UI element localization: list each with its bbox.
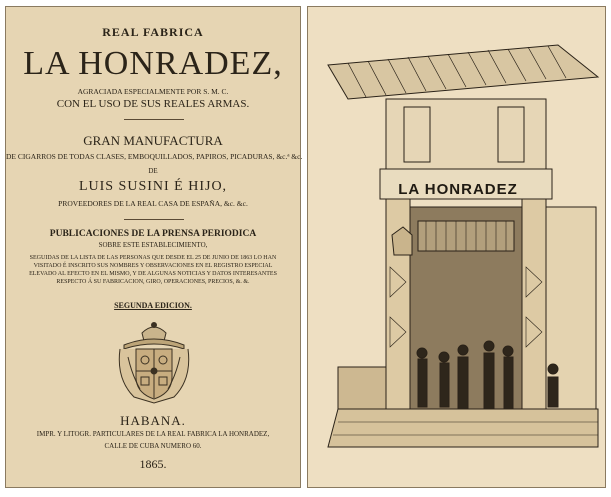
printer-line: IMPR. Y LITOGR. PARTICULARES DE LA REAL FABRICA LA HONRADEZ, [36,430,270,438]
main-title: LA HONRADEZ, [23,45,283,82]
edition-label: SEGUNDA EDICION. [114,301,192,310]
illustration-panel [307,6,606,488]
proveedores-line: PROVEEDORES DE LA REAL CASA DE ESPAÑA, &c. &c. [58,199,248,208]
year-label: 1865. [139,457,167,471]
subtitle-agraciada: AGRACIADA ESPECIALMENTE POR S. M. C. [77,87,229,96]
address-line: CALLE DE CUBA NUMERO 60. [104,442,202,450]
divider [124,119,184,120]
divider [124,219,184,220]
heading-real-fabrica: REAL FABRICA [102,25,204,39]
coat-of-arms-icon [114,319,194,407]
products-line: DE CIGARROS DE TODAS CLASES, EMBOQUILLADOS, PAPIROS, PICADURAS, &c.ª &c. [6,152,303,161]
heading-publicaciones: PUBLICACIONES DE LA PRENSA PERIODICA [49,229,257,239]
heading-gran-manufactura: GRAN MANUFACTURA [83,133,223,148]
description-paragraph: SEGUIDAS DE LA LISTA DE LAS PERSONAS QUE DESDE EL 25 DE JUNIO DE 1863 LO HAN VISITADO É INSCRITO SUS NOMBRES Y OBSERVACIONES EN EL REGISTRO ESPECIAL ELEVADO AL EFECTO EN EL MISMO, Y DE ALGUNAS NOTICIAS Y DATOS INTERESANTES RESPECTO Á SU FABRICACION, GIRO, OPERACIONES, PRECIOS, &. &. [29,255,277,285]
de-line: DE [148,167,158,175]
shop-sign: LA HONRADEZ [398,181,518,198]
city-label: HABANA. [120,413,186,428]
title-page-panel [5,6,301,488]
subtitle-reales-armas: CON EL USO DE SUS REALES ARMAS. [56,98,250,110]
building-entrance-illustration [308,7,605,487]
owner-name: LUIS SUSINI É HIJO, [78,179,228,194]
sobre-line: SOBRE ESTE ESTABLECIMIENTO, [98,241,208,249]
